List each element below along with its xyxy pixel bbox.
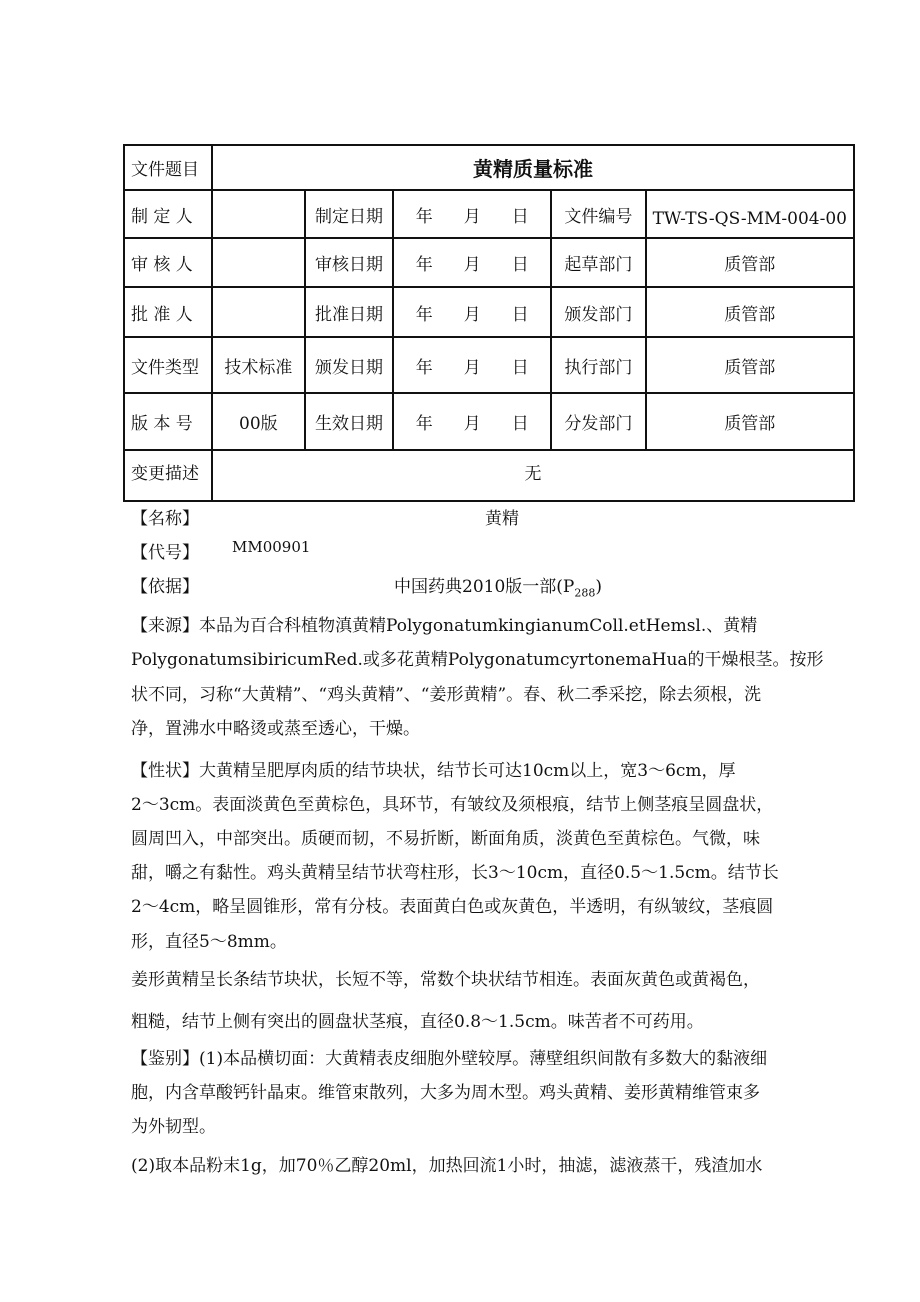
row-label: 制 定 人 (124, 190, 212, 238)
body-line: 2～4cm，略呈圆锥形，常有分枝。表面黄白色或灰黄色，半透明，有纵皱纹，茎痕圆 (131, 897, 774, 917)
date-label: 批准日期 (305, 287, 393, 337)
body-line: 净，置沸水中略烫或蒸至透心，干燥。 (131, 719, 420, 739)
field-value: 质管部 (646, 238, 854, 287)
body-line: 【来源】本品为百合科植物滇黄精PolygonatumkingianumColl.etHemsl.、黄精 (131, 616, 758, 636)
code-label: 【代号】 (131, 543, 199, 563)
name-label: 【名称】 (131, 509, 199, 529)
table-row (124, 287, 854, 337)
field-label: 文件编号 (551, 190, 645, 238)
field-label: 分发部门 (551, 393, 645, 450)
title-label: 文件题目 (124, 145, 212, 190)
body-line: 2～3cm。表面淡黄色至黄棕色，具环节，有皱纹及须根痕，结节上侧茎痕呈圆盘状， (131, 795, 774, 815)
name-value: 黄精 (485, 509, 519, 529)
date-label: 颁发日期 (305, 337, 393, 393)
table-row (124, 337, 854, 393)
table-row (124, 393, 854, 450)
change-value: 无 (212, 450, 854, 501)
body-line: 粗糙，结节上侧有突出的圆盘状茎痕，直径0.8～1.5cm。味苦者不可药用。 (131, 1012, 704, 1032)
change-label: 变更描述 (124, 450, 212, 501)
body-line: (2)取本品粉末1g，加70％乙醇20ml，加热回流1小时，抽滤，滤液蒸干，残渣加水 (131, 1156, 763, 1176)
field-value: 质管部 (646, 393, 854, 450)
basis-value: 中国药典2010版一部$(P_{288})$ (394, 577, 602, 600)
row-value: 00版 (212, 393, 305, 450)
body-line: 【性状】大黄精呈肥厚肉质的结节块状，结节长可达10cm以上，宽3～6cm，厚 (131, 761, 736, 781)
date-label: 审核日期 (305, 238, 393, 287)
body-line: 姜形黄精呈长条结节块状，长短不等，常数个块状结节相连。表面灰黄色或黄褐色， (131, 970, 760, 990)
row-value: 技术标准 (212, 337, 305, 393)
date-value: 年 月 日 (393, 190, 551, 238)
body-line: 状不同，习称“大黄精”、“鸡头黄精”、“姜形黄精”。春、秋二季采挖，除去须根，洗 (131, 685, 762, 705)
row-value (212, 287, 305, 337)
row-label: 版 本 号 (124, 393, 212, 450)
row-label: 审 核 人 (124, 238, 212, 287)
date-value: 年 月 日 (393, 238, 551, 287)
table-row (124, 190, 854, 238)
date-label: 制定日期 (305, 190, 393, 238)
field-label: 执行部门 (551, 337, 645, 393)
field-label: 起草部门 (551, 238, 645, 287)
body-line: PolygonatumsibiricumRed.或多花黄精PolygonatumcyrtonemaHua的干燥根茎。按形 (131, 650, 824, 670)
body-line: 胞，内含草酸钙针晶束。维管束散列，大多为周木型。鸡头黄精、姜形黄精维管束多 (131, 1083, 760, 1103)
date-label: 生效日期 (305, 393, 393, 450)
body-line: 甜，嚼之有黏性。鸡头黄精呈结节状弯柱形，长3～10cm，直径0.5～1.5cm。结节长 (131, 863, 779, 883)
body-line: 为外韧型。 (131, 1117, 216, 1137)
basis-label: 【依据】 (131, 577, 199, 597)
row-value (212, 238, 305, 287)
row-label: 批 准 人 (124, 287, 212, 337)
body-line: 形，直径5～8mm。 (131, 932, 287, 952)
field-label: 颁发部门 (551, 287, 645, 337)
row-label: 文件类型 (124, 337, 212, 393)
date-value: 年 月 日 (393, 287, 551, 337)
document-number: TW-TS-QS-MM-004-00 (646, 190, 854, 238)
field-value: 质管部 (646, 337, 854, 393)
date-value: 年 月 日 (393, 337, 551, 393)
table-row (124, 238, 854, 287)
body-line: 圆周凹入，中部突出。质硬而韧，不易折断，断面角质，淡黄色至黄棕色。气微，味 (131, 829, 760, 849)
date-value: 年 月 日 (393, 393, 551, 450)
code-value: MM00901 (232, 538, 311, 556)
row-value (212, 190, 305, 238)
field-value: 质管部 (646, 287, 854, 337)
document-header-table (123, 144, 855, 502)
body-line: 【鉴别】(1)本品横切面：大黄精表皮细胞外壁较厚。薄壁组织间散有多数大的黏液细 (131, 1049, 768, 1069)
document-title: 黄精质量标准 (212, 145, 854, 190)
